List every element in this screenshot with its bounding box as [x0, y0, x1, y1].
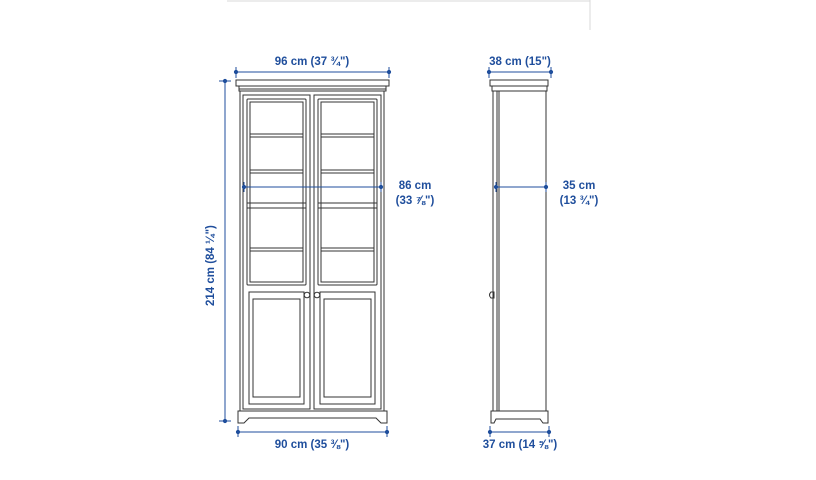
side-inner-in-label: (13 ¾") — [559, 195, 599, 207]
dimension-lines — [219, 67, 553, 437]
right-knob-icon — [314, 292, 320, 298]
right-lower-panel — [320, 292, 375, 404]
side-view-cabinet — [490, 80, 549, 423]
side-carcass — [493, 91, 546, 411]
side-crown-mid — [492, 86, 547, 91]
side-crown-top — [490, 80, 548, 86]
side-plinth — [491, 411, 548, 423]
side-inner-cm-label: 35 cm — [562, 180, 596, 192]
right-glass-frame — [318, 99, 377, 285]
inner-width-cm-label: 86 cm — [398, 180, 432, 192]
right-lower-panel-inner — [324, 299, 371, 397]
side-depth-bottom-label: 37 cm (14 ⅝") — [482, 439, 558, 451]
front-view-cabinet — [236, 80, 389, 423]
height-label: 214 cm (84 ¼") — [205, 225, 217, 306]
left-knob-icon — [304, 292, 310, 298]
inner-width-in-label: (33 ⅞") — [395, 195, 435, 207]
left-glass-frame — [247, 99, 306, 285]
left-lower-panel-inner — [253, 299, 300, 397]
left-lower-panel — [249, 292, 304, 404]
left-glass-pane — [250, 102, 303, 282]
crown-top — [236, 80, 389, 86]
top-width-label: 96 cm (37 ¾") — [274, 56, 350, 68]
bottom-width-label: 90 cm (35 ⅜") — [274, 439, 350, 451]
side-depth-top-label: 38 cm (15") — [489, 56, 551, 68]
right-glass-pane — [321, 102, 374, 282]
front-plinth — [238, 411, 387, 423]
